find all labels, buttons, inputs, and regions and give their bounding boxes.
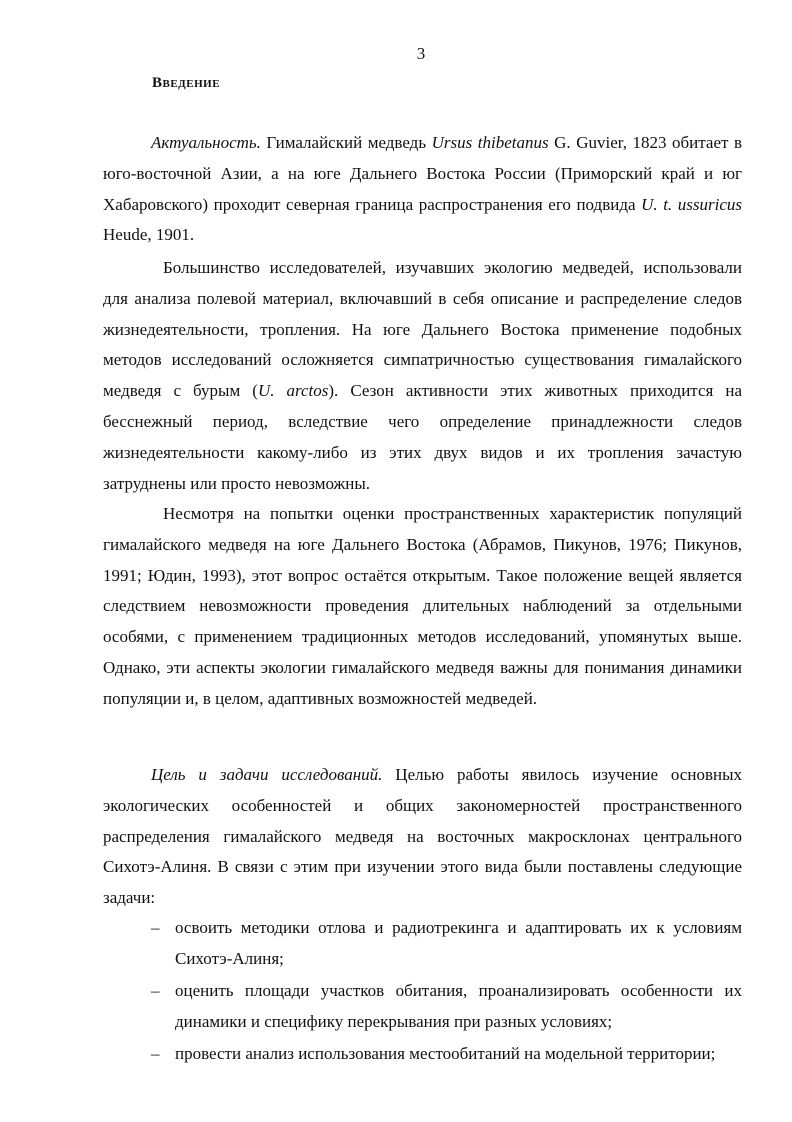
spatial-text: Несмотря на попытки оценки пространственных характеристик популяций гималайского медведя на юге Дальнего Востока (Абрамов, Пикунов, 1976; Пикунов, 1991; Юдин, 1993), этот вопрос остаётся открытым. Такое положение вещей является следствием невозможности проведения длительных наблюдений за отдельными особями, с применением традиционных методов исследований, упомянутых выше. Однако, эти аспекты экологии гималайского медведя важны для понимания динамики популяции и, в целом, адаптивных возможностей медведей. bbox=[103, 504, 742, 708]
subspecies-name: U. t. ussuricus bbox=[641, 194, 742, 214]
goals-lead: Цель и задачи исследований. bbox=[151, 765, 383, 784]
list-item bbox=[103, 976, 742, 1038]
species-name: Ursus thibetanus bbox=[431, 133, 549, 152]
goals-text: Целью работы явилось изучение основных экологических особенностей и общих закономерностей пространственного распределения гималайского медведя на восточных макросклонах центрального Сихотэ-Алиня. В связи с этим при изучении этого вида были поставлены следующие задачи: bbox=[103, 765, 742, 908]
task-text: провести анализ использования местообитаний на модельной территории; bbox=[175, 1044, 716, 1064]
relevance-lead: Актуальность. bbox=[151, 133, 261, 152]
list-dash: – bbox=[151, 981, 160, 1001]
page-number: 3 bbox=[416, 44, 426, 63]
list-dash: – bbox=[151, 918, 160, 937]
brown-bear-species: U. arctos bbox=[257, 381, 329, 401]
relevance-text-1: Гималайский медведь bbox=[260, 133, 432, 152]
paragraph-goals bbox=[103, 760, 742, 914]
task-text: оценить площади участков обитания, проанализировать особенности их динамики и специфику перекрывания при разных условиях; bbox=[175, 981, 742, 1031]
list-item bbox=[103, 1039, 742, 1070]
relevance-text-2: G. Guvier, 1823 обитает в юго-восточной Азии, а на юге Дальнего Востока России (Приморский край и юг Хабаровского) проходит северная граница распространения его подвида bbox=[103, 133, 742, 214]
tasks-list bbox=[103, 913, 742, 1071]
methods-text-2: ). Сезон активности этих животных приходится на бесснежный период, вследствие чего определение принадлежности следов жизнедеятельности какому-либо из этих двух видов и их тропления зачастую затруднены или просто невозможны. bbox=[103, 381, 742, 493]
paragraph-relevance bbox=[103, 128, 742, 251]
paragraph-spatial bbox=[103, 499, 742, 715]
task-text: освоить методики отлова и радиотрекинга и адаптировать их к условиям Сихотэ-Алиня; bbox=[175, 918, 742, 968]
list-dash: – bbox=[151, 1044, 160, 1064]
section-heading: Введение bbox=[152, 75, 221, 91]
list-item bbox=[103, 913, 742, 975]
relevance-text-3: Heude, 1901. bbox=[103, 225, 195, 245]
paragraph-methods bbox=[103, 253, 742, 499]
methods-text-1: Большинство исследователей, изучавших экологию медведей, использовали для анализа полевой материал, включавший в себя описание и распределение следов жизнедеятельности, тропления. На юге Дальнего Востока применение подобных методов исследований осложняется симпатричностью существования гималайского медведя с бурым ( bbox=[103, 258, 742, 401]
